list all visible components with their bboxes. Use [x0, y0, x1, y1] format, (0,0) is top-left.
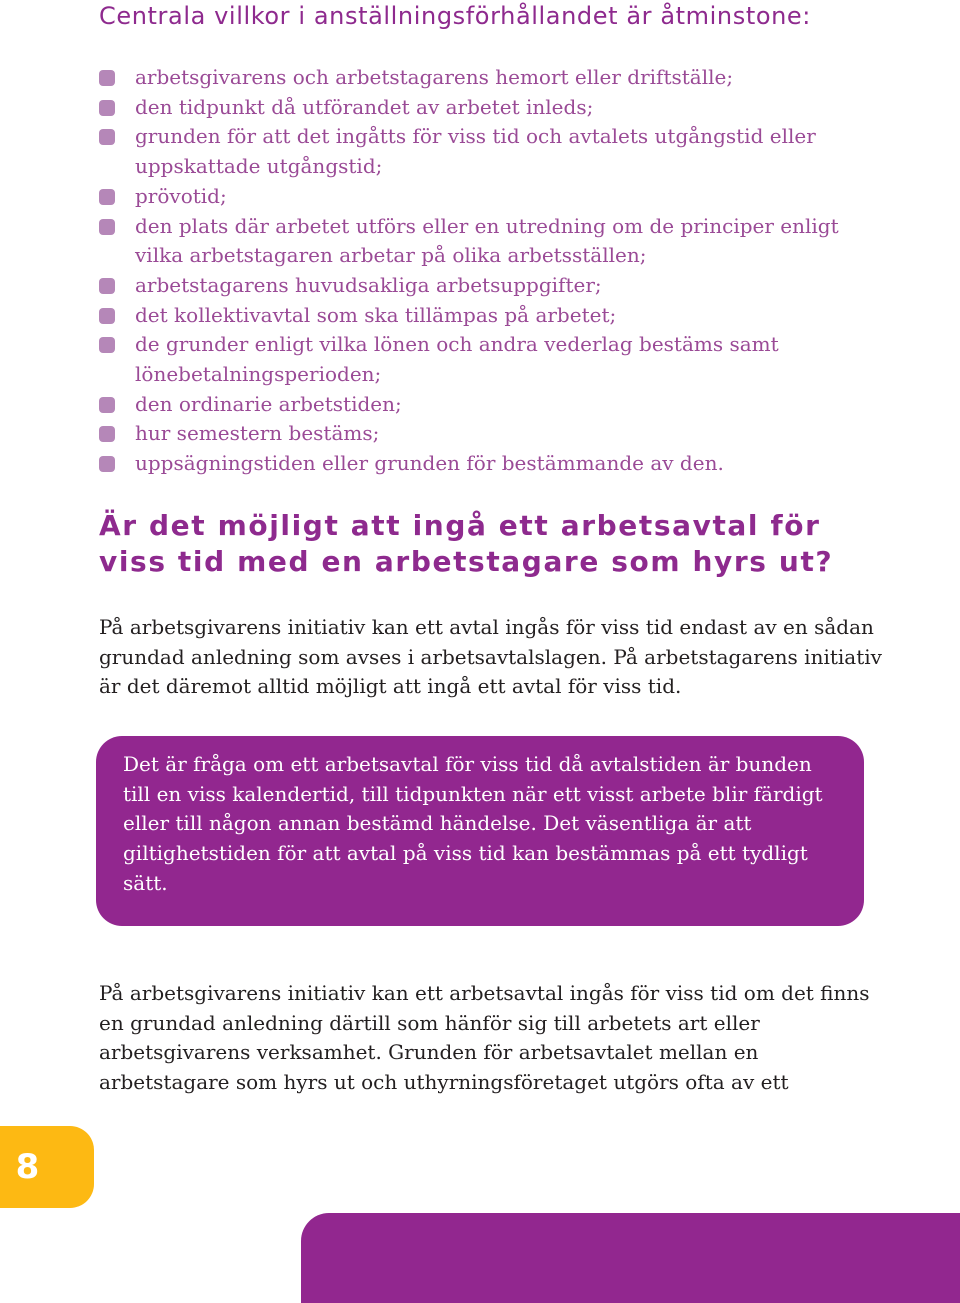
- bullet-square-icon: [99, 189, 115, 205]
- list-item: [99, 63, 879, 93]
- bullet-square-icon: [99, 129, 115, 145]
- bullet-square-icon: [99, 219, 115, 235]
- body-paragraph: På arbetsgivarens initiativ kan ett arbetsavtal ingås för viss tid om det finns en grundad anledning därtill som hänför sig till arbetets art eller arbetsgivarens verksamhet. Grunden för arbetsavtalet mellan en arbetstagare som hyrs ut och uthyrningsföretaget utgörs ofta av ett: [99, 981, 870, 1095]
- section-heading: Centrala villkor i anställningsförhållandet är åtminstone:: [99, 2, 811, 30]
- list-item: [99, 301, 879, 331]
- list-item: [99, 271, 879, 301]
- list-item: [99, 419, 879, 449]
- list-item: [99, 93, 879, 123]
- list-item-text: den ordinarie arbetstiden;: [135, 391, 402, 416]
- list-item: [99, 212, 879, 271]
- list-item: [99, 449, 879, 479]
- list-item-text: hur semestern bestäms;: [135, 421, 380, 446]
- list-item: [99, 182, 879, 212]
- list-item-text: uppsägningstiden eller grunden för bestämmande av den.: [135, 451, 724, 476]
- list-item-text: den tidpunkt då utförandet av arbetet inleds;: [135, 94, 594, 119]
- footer-decorative-band: [301, 1213, 960, 1303]
- bullet-square-icon: [99, 456, 115, 472]
- list-item-text: prövotid;: [135, 183, 227, 208]
- list-item: [99, 330, 879, 389]
- bullet-square-icon: [99, 397, 115, 413]
- bullet-square-icon: [99, 308, 115, 324]
- terms-list: [99, 63, 879, 479]
- bullet-square-icon: [99, 100, 115, 116]
- bullet-square-icon: [99, 337, 115, 353]
- list-item: [99, 122, 879, 181]
- list-item-text: den plats där arbetet utförs eller en utredning om de principer enligt vilka arbetstagaren arbetar på olika arbetsställen;: [135, 213, 839, 268]
- bullet-square-icon: [99, 278, 115, 294]
- list-item-text: arbetsgivarens och arbetstagarens hemort eller driftställe;: [135, 65, 734, 89]
- list-item-text: det kollektivavtal som ska tillämpas på arbetet;: [135, 302, 617, 327]
- question-answer-paragraph: På arbetsgivarens initiativ kan ett avtal ingås för viss tid endast av en sådan grundad anledning som avses i arbetsavtalslagen. På arbetstagarens initiativ är det däremot alltid möjligt att ingå ett avtal för viss tid.: [99, 615, 882, 699]
- page-number-tab: [0, 1126, 94, 1208]
- bullet-square-icon: [99, 426, 115, 442]
- list-item-text: de grunder enligt vilka lönen och andra vederlag bestäms samt lönebetalningsperioden;: [135, 332, 779, 387]
- bullet-square-icon: [99, 70, 115, 86]
- page-number: 8: [15, 1147, 40, 1187]
- list-item: [99, 390, 879, 420]
- info-box: [96, 736, 864, 926]
- info-box-text: Det är fråga om ett arbetsavtal för viss tid då avtalstiden är bunden till en viss kalendertid, till tidpunkten när ett visst arbete blir färdigt eller till någon annan bestämd händelse. Det väsentliga är att giltighetstiden för att avtal på viss tid kan bestämmas på ett tydligt sätt.: [123, 752, 823, 895]
- list-item-text: grunden för att det ingåtts för viss tid och avtalets utgångstid eller uppskattade utgångstid;: [135, 124, 816, 179]
- question-heading: Är det möjligt att ingå ett arbetsavtal för viss tid med en arbetstagare som hyrs ut?: [99, 509, 834, 578]
- list-item-text: arbetstagarens huvudsakliga arbetsuppgifter;: [135, 272, 602, 297]
